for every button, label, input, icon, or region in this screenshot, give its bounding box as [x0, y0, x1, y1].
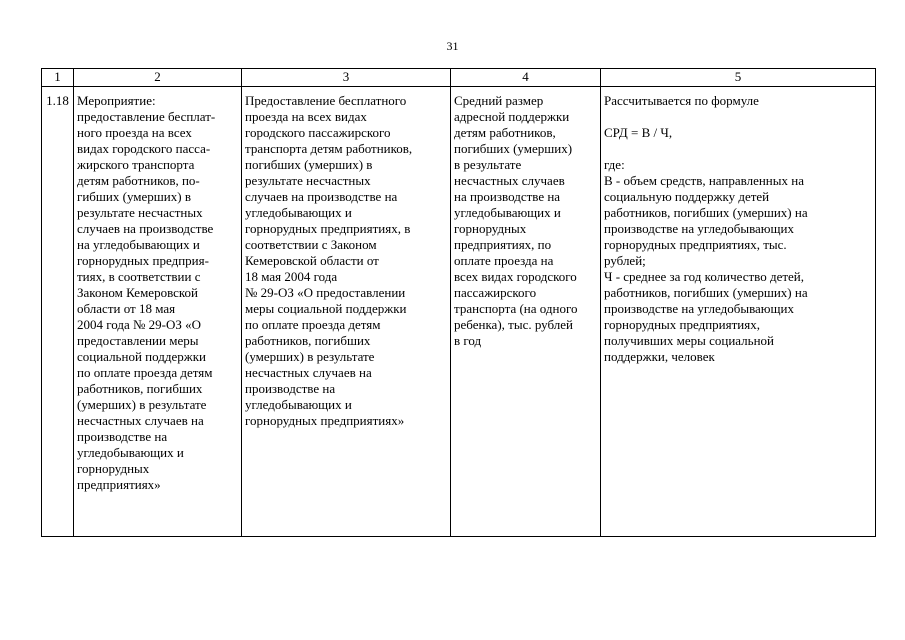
unit-line: угледобывающих и: [454, 205, 561, 220]
unit-cell: [451, 87, 601, 537]
measure-name-line: результате несчастных: [77, 205, 203, 220]
table-header-row: [42, 69, 876, 87]
measure-name-line: жирского транспорта: [77, 157, 195, 172]
measure-name-line: предоставлении меры: [77, 333, 199, 348]
method-ch-line: горнорудных предприятиях,: [604, 317, 760, 332]
unit-line: детям работников,: [454, 125, 556, 140]
indicator-name-line: горнорудных предприятиях, в: [245, 221, 411, 236]
measure-name-line: работников, погибших: [77, 381, 203, 396]
indicator-name-line: угледобывающих и: [245, 205, 352, 220]
method-ch-line: Ч - среднее за год количество детей,: [604, 269, 805, 284]
method-variable-ch: [604, 269, 872, 365]
indicator-name-line: меры социальной поддержки: [245, 301, 407, 316]
unit-line: несчастных случаев: [454, 173, 565, 188]
measure-name-line: (умерших) в результате: [77, 397, 207, 412]
indicator-name-line: городского пассажирского: [245, 125, 391, 140]
unit-line: пассажирского: [454, 285, 537, 300]
indicator-name-cell: [242, 87, 451, 537]
measure-name-line: угледобывающих и: [77, 445, 184, 460]
unit-line: ребенка), тыс. рублей: [454, 317, 574, 332]
measure-name-line: предприятиях»: [77, 477, 161, 492]
indicator-name-line: № 29-ОЗ «О предоставлении: [245, 285, 406, 300]
unit-line: оплате проезда на: [454, 253, 554, 268]
indicator-name-line: транспорта детям работников,: [245, 141, 413, 156]
unit-line: Средний размер: [454, 93, 544, 108]
measure-name-line: тиях, в соответствии с: [77, 269, 201, 284]
method-b-line: горнорудных предприятиях, тыс.: [604, 237, 787, 252]
indicator-name-line: результате несчастных: [245, 173, 371, 188]
indicator-name-line: случаев на производстве на: [245, 189, 398, 204]
measure-name-line: видах городского пасса-: [77, 141, 211, 156]
measure-name-line: по оплате проезда детям: [77, 365, 213, 380]
method-ch-line: производстве на угледобывающих: [604, 301, 794, 316]
method-where: где:: [604, 157, 625, 172]
measure-name-text: [77, 93, 238, 493]
unit-line: в результате: [454, 157, 522, 172]
measure-name-line: случаев на производстве: [77, 221, 214, 236]
indicator-name-line: 18 мая 2004 года: [245, 269, 338, 284]
unit-line: транспорта (на одного: [454, 301, 578, 316]
measure-name-line: гибших (умерших) в: [77, 189, 191, 204]
measure-name-line: горнорудных: [77, 461, 150, 476]
indicator-name-line: несчастных случаев на: [245, 365, 372, 380]
measure-name-line: детям работников, по-: [77, 173, 200, 188]
measure-name-line: производстве на: [77, 429, 168, 444]
measure-name-line: Законом Кемеровской: [77, 285, 199, 300]
unit-line: горнорудных: [454, 221, 527, 236]
column-header-2: 2: [74, 69, 242, 87]
row-number-cell: [42, 87, 74, 537]
indicator-name-line: по оплате проезда детям: [245, 317, 381, 332]
method-ch-line: работников, погибших (умерших) на: [604, 285, 808, 300]
column-header-1: 1: [42, 69, 74, 87]
method-ch-line: поддержки, человек: [604, 349, 715, 364]
method-b-line: социальную поддержку детей: [604, 189, 770, 204]
indicator-name-line: проезда на всех видах: [245, 109, 367, 124]
measure-name-line: несчастных случаев на: [77, 413, 204, 428]
measure-name-cell: [74, 87, 242, 537]
indicator-name-line: (умерших) в результате: [245, 349, 375, 364]
measure-name-line: социальной поддержки: [77, 349, 206, 364]
measure-name-line: 2004 года № 29-ОЗ «О: [77, 317, 202, 332]
indicator-table: [41, 68, 876, 537]
indicator-name-line: горнорудных предприятиях»: [245, 413, 405, 428]
indicator-name-line: производстве на: [245, 381, 336, 396]
unit-line: предприятиях, по: [454, 237, 552, 252]
unit-line: адресной поддержки: [454, 109, 570, 124]
column-header-3: 3: [242, 69, 451, 87]
method-b-line: В - объем средств, направленных на: [604, 173, 804, 188]
indicator-name-line: работников, погибших: [245, 333, 371, 348]
measure-name-line: области от 18 мая: [77, 301, 176, 316]
method-variable-b: [604, 173, 872, 269]
column-header-5: 5: [601, 69, 876, 87]
method-b-line: работников, погибших (умерших) на: [604, 205, 808, 220]
measure-name-line: горнорудных предприя-: [77, 253, 209, 268]
column-header-4: 4: [451, 69, 601, 87]
unit-text: [454, 93, 597, 349]
measure-name-line: предоставление бесплат-: [77, 109, 216, 124]
measure-name-line: Мероприятие:: [77, 93, 156, 108]
indicator-name-line: соответствии с Законом: [245, 237, 377, 252]
method-intro: Рассчитывается по формуле: [604, 93, 759, 108]
unit-line: всех видах городского: [454, 269, 577, 284]
indicator-name-text: [245, 93, 447, 429]
table-row: [42, 87, 876, 537]
indicator-name-line: погибших (умерших) в: [245, 157, 373, 172]
indicator-name-line: Предоставление бесплатного: [245, 93, 407, 108]
row-number: 1.18: [46, 93, 69, 108]
indicator-name-line: Кемеровской области от: [245, 253, 379, 268]
method-ch-line: получивших меры социальной: [604, 333, 775, 348]
method-formula: СРД = В / Ч,: [604, 125, 673, 140]
measure-name-line: на угледобывающих и: [77, 237, 200, 252]
method-b-line: рублей;: [604, 253, 646, 268]
unit-line: на производстве на: [454, 189, 561, 204]
method-cell: [601, 87, 876, 537]
measure-name-line: ного проезда на всех: [77, 125, 192, 140]
page-number: 31: [446, 39, 459, 53]
unit-line: погибших (умерших): [454, 141, 573, 156]
indicator-name-line: угледобывающих и: [245, 397, 352, 412]
method-b-line: производстве на угледобывающих: [604, 221, 794, 236]
unit-line: в год: [454, 333, 482, 348]
